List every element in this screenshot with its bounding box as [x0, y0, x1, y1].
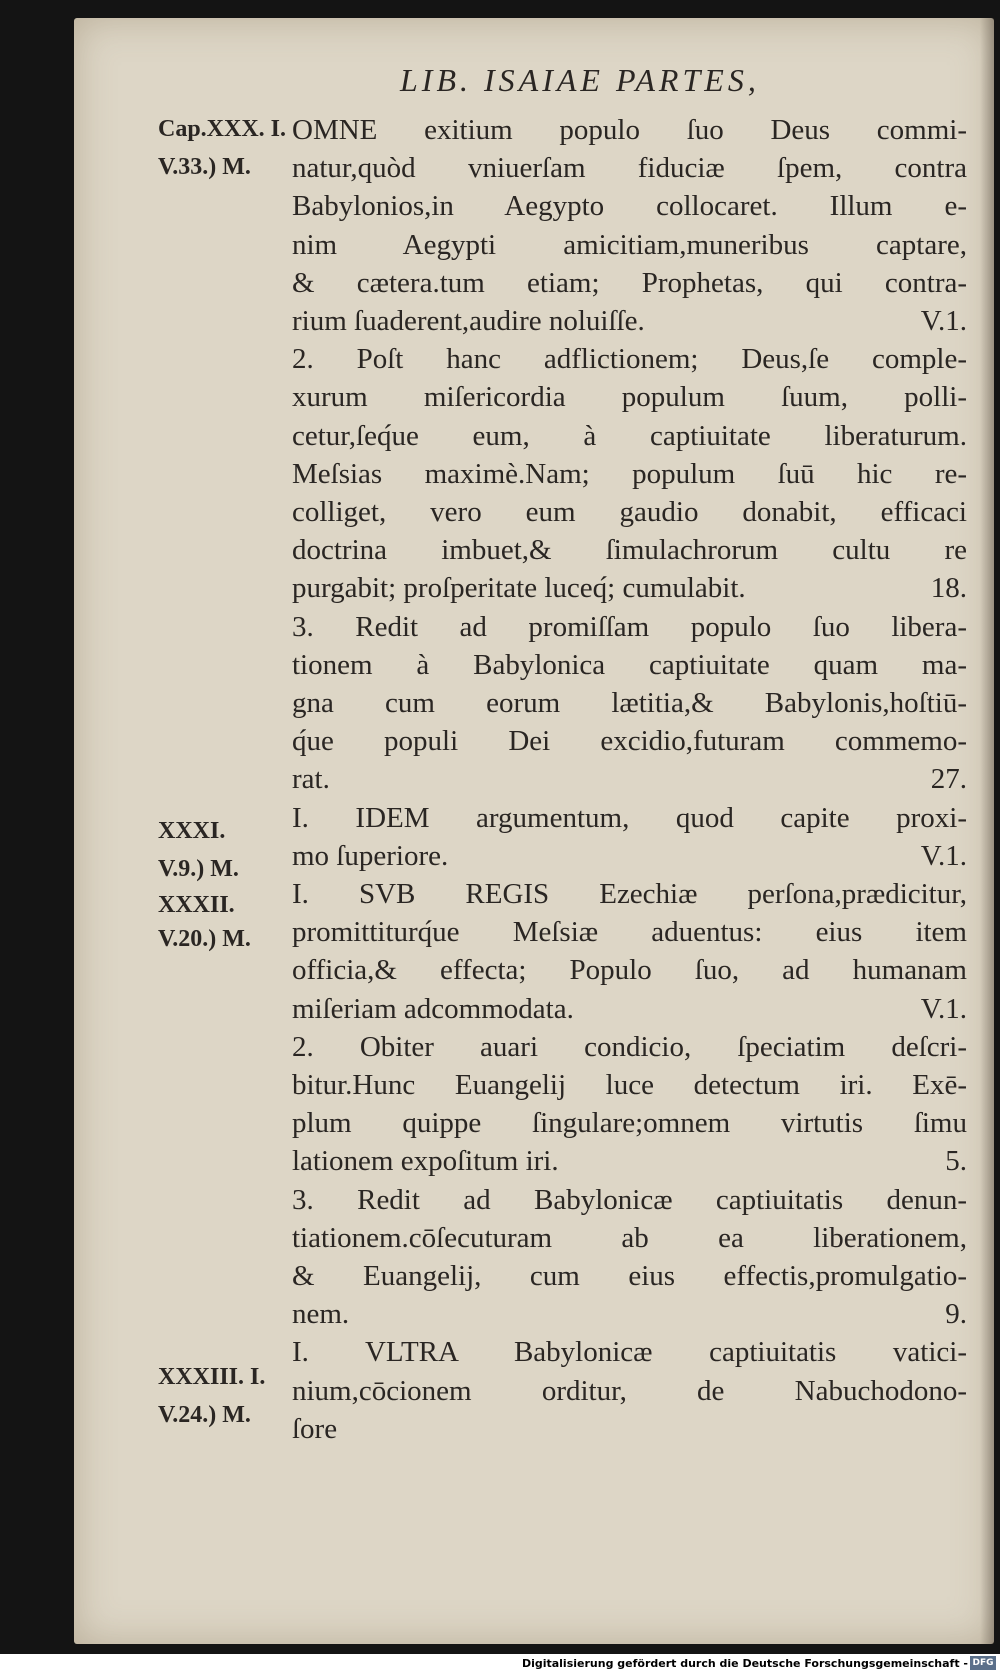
text-line: [292, 1065, 967, 1105]
margin-note: XXXII.: [158, 892, 235, 918]
text-line-content: I. SVB REGIS Ezechiæ perſona,prædicitur,: [292, 878, 967, 910]
text-line-content: mo ſuperiore.: [292, 839, 449, 872]
text-line: [292, 339, 967, 379]
text-line: [292, 416, 967, 456]
text-line-content: nium,cōcionem orditur, de Nabuchodono-: [292, 1374, 967, 1407]
page-spine-shadow: [980, 18, 994, 1644]
text-line-content: bitur.Hunc Euangelij luce detectum iri. Exē-: [292, 1069, 967, 1101]
text-line-content: 3. Redit ad promiſſam populo ſuo libera-: [292, 610, 967, 643]
text-line: [292, 607, 967, 647]
verse-reference: 27.: [930, 763, 967, 796]
text-line: [292, 492, 967, 532]
text-line: [292, 759, 967, 799]
verse-reference: 18.: [930, 572, 967, 605]
text-line: [292, 225, 967, 265]
digitization-credit: Digitalisierung gefördert durch die Deutsche Forschungsgemeinschaft -: [521, 1657, 968, 1670]
text-line-content: cetur,ſeq́ue eum, à captiuitate liberaturum.: [292, 419, 967, 452]
text-line: [292, 721, 967, 761]
text-line: [292, 110, 967, 150]
text-line: [292, 874, 967, 914]
text-line: [292, 1332, 967, 1372]
text-line-content: rat.: [292, 763, 330, 796]
margin-note: V.24.) M.: [158, 1402, 251, 1428]
verse-reference: 5.: [945, 1145, 967, 1178]
text-line-content: colliget, vero eum gaudio donabit, efficaci: [292, 496, 967, 528]
text-line-content: 2. Poſt hanc adflictionem; Deus,ſe comple-: [292, 343, 967, 376]
text-line: [292, 263, 967, 303]
text-line: [292, 989, 967, 1029]
text-line-content: I. IDEM argumentum, quod capite proxi-: [292, 801, 967, 834]
text-line-content: officia,& effecta; Populo ſuo, ad humanam: [292, 954, 967, 987]
text-line-content: nim Aegypti amicitiam,muneribus captare,: [292, 228, 967, 261]
margin-note: V.20.) M.: [158, 926, 251, 952]
dfg-logo: DFG: [970, 1656, 996, 1670]
text-line-content: promittiturq́ue Meſsiæ aduentus: eius item: [292, 916, 967, 949]
verse-reference: V.1.: [920, 992, 967, 1025]
text-line-content: rium ſuaderent,audire noluiſſe.: [292, 305, 645, 337]
text-line-content: Babylonios,in Aegypto collocaret. Illum e-: [292, 190, 967, 223]
verse-reference: 9.: [945, 1298, 967, 1331]
margin-note: Cap.XXX. I.: [158, 116, 287, 142]
running-head: LIB. ISAIAE PARTES,: [400, 62, 760, 98]
text-line-content: tiationem.cōſecuturam ab ea liberationem,: [292, 1221, 967, 1254]
text-line: [292, 1180, 967, 1220]
text-line-content: purgabit; proſperitate luceq́; cumulabit.: [292, 572, 746, 605]
text-line: [292, 1409, 967, 1449]
text-line-content: 3. Redit ad Babylonicæ captiuitatis denun-: [292, 1183, 967, 1216]
text-line-content: miſeriam adcommodata.: [292, 992, 574, 1025]
text-line-content: OMNE exitium populo ſuo Deus commi-: [292, 114, 967, 146]
text-line-content: q́ue populi Dei excidio,futuram commemo-: [292, 725, 967, 758]
text-line: [292, 950, 967, 990]
text-line: [292, 1294, 967, 1334]
text-line: [292, 912, 967, 952]
margin-note: V.9.) M.: [158, 856, 239, 882]
text-line-content: plum quippe ſingulare;omnem virtutis ſimu: [292, 1107, 967, 1140]
text-line: [292, 1027, 967, 1067]
text-line: [292, 530, 967, 570]
margin-note: XXXI.: [158, 818, 226, 844]
text-line-content: lationem expoſitum iri.: [292, 1145, 559, 1178]
verse-reference: V.1.: [920, 305, 967, 337]
text-line-content: Meſsias maximè.Nam; populum ſuū hic re-: [292, 457, 967, 490]
text-line: [292, 454, 967, 494]
text-line: [292, 1256, 967, 1296]
text-line: [292, 1218, 967, 1258]
text-line: [292, 683, 967, 723]
text-line-content: gna cum eorum lætitia,& Babylonis,hoſtiū-: [292, 687, 967, 719]
text-line: [292, 1141, 967, 1181]
text-line-content: nem.: [292, 1298, 350, 1331]
text-line-content: 2. Obiter auari condicio, ſpeciatim deſcri-: [292, 1030, 967, 1063]
text-line: [292, 836, 967, 876]
text-line: [292, 645, 967, 685]
text-line: [292, 186, 967, 226]
margin-note: XXXIII. I.: [158, 1364, 266, 1390]
verse-reference: V.1.: [920, 839, 967, 872]
text-line-content: xurum miſericordia populum ſuum, polli-: [292, 381, 967, 414]
text-line: [292, 798, 967, 838]
text-line-content: I. VLTRA Babylonicæ captiuitatis vatici-: [292, 1336, 967, 1369]
text-line-content: & cætera.tum etiam; Prophetas, qui contra-: [292, 266, 967, 299]
text-line: [292, 377, 967, 417]
text-line-content: tionem à Babylonica captiuitate quam ma-: [292, 648, 967, 681]
text-line: [292, 568, 967, 608]
text-line: [292, 1103, 967, 1143]
text-line-content: & Euangelij, cum eius effectis,promulgatio-: [292, 1260, 967, 1292]
text-line: [292, 301, 967, 341]
margin-note: V.33.) M.: [158, 154, 251, 180]
text-line-content: natur,quòd vniuerſam fiduciæ ſpem, contra: [292, 152, 967, 185]
text-line-content: ſore: [292, 1412, 338, 1445]
text-line: [292, 1371, 967, 1411]
text-line: [292, 148, 967, 188]
text-line-content: doctrina imbuet,& ſimulachrorum cultu re: [292, 534, 967, 567]
